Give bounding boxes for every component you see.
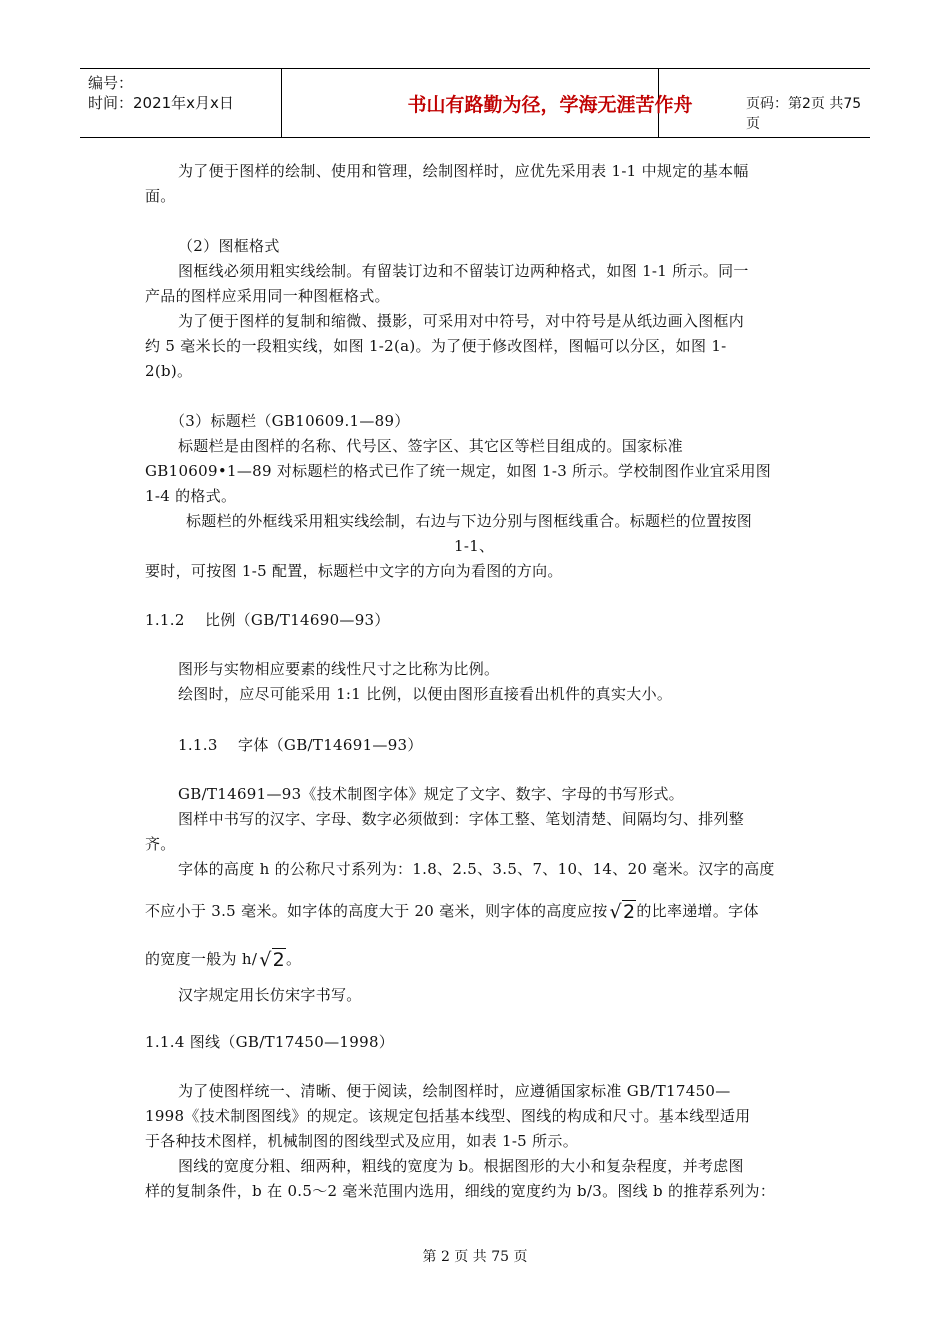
- heading-1-1-3: 1.1.3 字体（GB/T14691—93）: [178, 736, 423, 754]
- paragraph-line: 面。: [145, 187, 176, 205]
- paragraph-line: 为了使图样统一、清晰、便于阅读，绘制图样时，应遵循国家标准 GB/T17450—: [178, 1082, 731, 1100]
- paragraph-line: 产品的图样应采用同一种图框格式。: [145, 287, 390, 305]
- paragraph-line: 标题栏的外框线采用粗实线绘制，右边与下边分别与图框线重合。标题栏的位置按图: [186, 512, 753, 530]
- paragraph-line: 图线的宽度分粗、细两种，粗线的宽度为 b。根据图形的大小和复杂程度，并考虑图: [178, 1157, 744, 1175]
- heading-1-1-4: 1.1.4 图线（GB/T17450—1998）: [145, 1033, 395, 1051]
- paragraph-line: 绘图时，应尽可能采用 1:1 比例，以便由图形直接看出机件的真实大小。: [178, 685, 673, 703]
- page-footer: 第 2 页 共 75 页: [422, 1249, 528, 1265]
- paragraph-line: 图形与实物相应要素的线性尺寸之比称为比例。: [178, 660, 500, 678]
- sqrt-radicand: 2: [622, 901, 636, 923]
- header-divider: [281, 69, 282, 137]
- paragraph-line: GB/T14691—93《技术制图字体》规定了文字、数字、字母的书写形式。: [178, 785, 684, 803]
- paragraph-line: [145, 947, 301, 973]
- paragraph-line: 图样中书写的汉字、字母、数字必须做到：字体工整、笔划清楚、间隔均匀、排列整: [178, 810, 745, 828]
- page-header: [80, 68, 870, 138]
- heading-1-1-2: 1.1.2 比例（GB/T14690—93）: [145, 611, 390, 629]
- paragraph-line: 字体的高度 h 的公称尺寸系列为：1.8、2.5、3.5、7、10、14、20 毫米。汉字的高度: [178, 860, 775, 878]
- header-page-info: 页码：第2页 共75页: [746, 96, 862, 132]
- sqrt-symbol: √2: [609, 901, 636, 923]
- paragraph-line: 于各种技术图样，机械制图的图线型式及应用，如表 1-5 所示。: [145, 1132, 578, 1150]
- paragraph-line: 为了便于图样的复制和缩微、摄影，可采用对中符号，对中符号是从纸边画入图框内: [178, 312, 745, 330]
- header-motto: 书山有路勤为径，学海无涯苦作舟: [407, 94, 693, 116]
- sqrt-radicand: 2: [272, 949, 285, 971]
- header-meta: [88, 73, 234, 113]
- paragraph-line: 图框线必须用粗实线绘制。有留装订边和不留装订边两种格式，如图 1-1 所示。同一: [178, 262, 749, 280]
- paragraph-line: 1-1、: [454, 537, 495, 555]
- paragraph-line: 2(b)。: [145, 362, 193, 380]
- paragraph-line: 汉字规定用长仿宋字书写。: [178, 986, 362, 1004]
- doc-number-label: 编号：: [88, 74, 134, 92]
- paragraph-line: 1-4 的格式。: [145, 487, 237, 505]
- text-run: 。: [286, 950, 302, 968]
- paragraph-line: 为了便于图样的绘制、使用和管理，绘制图样时，应优先采用表 1-1 中规定的基本幅: [178, 162, 749, 180]
- paragraph-line: [145, 899, 759, 925]
- paragraph-line: 要时，可按图 1-5 配置，标题栏中文字的方向为看图的方向。: [145, 562, 563, 580]
- paragraph-line: 齐。: [145, 835, 176, 853]
- paragraph-line: 约 5 毫米长的一段粗实线，如图 1-2(a)。为了便于修改图样，图幅可以分区，如图 1-: [145, 337, 727, 355]
- text-run: 不应小于 3.5 毫米。如字体的高度大于 20 毫米，则字体的高度应按: [145, 902, 608, 920]
- paragraph-line: 样的复制条件，b 在 0.5～2 毫米范围内选用，细线的宽度约为 b/3。图线 b 的推荐系列为：: [145, 1182, 776, 1200]
- paragraph-line: GB10609•1—89 对标题栏的格式已作了统一规定，如图 1-3 所示。学校制图作业宜采用图: [145, 462, 772, 480]
- text-run: 的宽度一般为 h/: [145, 950, 258, 968]
- paragraph-line: 标题栏是由图样的名称、代号区、签字区、其它区等栏目组成的。国家标准: [178, 437, 683, 455]
- paragraph-line: 1998《技术制图图线》的规定。该规定包括基本线型、图线的构成和尺寸。基本线型适用: [145, 1107, 751, 1125]
- section-title: （2）图框格式: [178, 237, 280, 255]
- doc-date-label: 时间：2021年x月x日: [88, 94, 234, 112]
- text-run: 的比率递增。字体: [636, 902, 759, 920]
- section-title: （3）标题栏（GB10609.1—89）: [170, 412, 410, 430]
- sqrt-symbol: √2: [259, 949, 285, 971]
